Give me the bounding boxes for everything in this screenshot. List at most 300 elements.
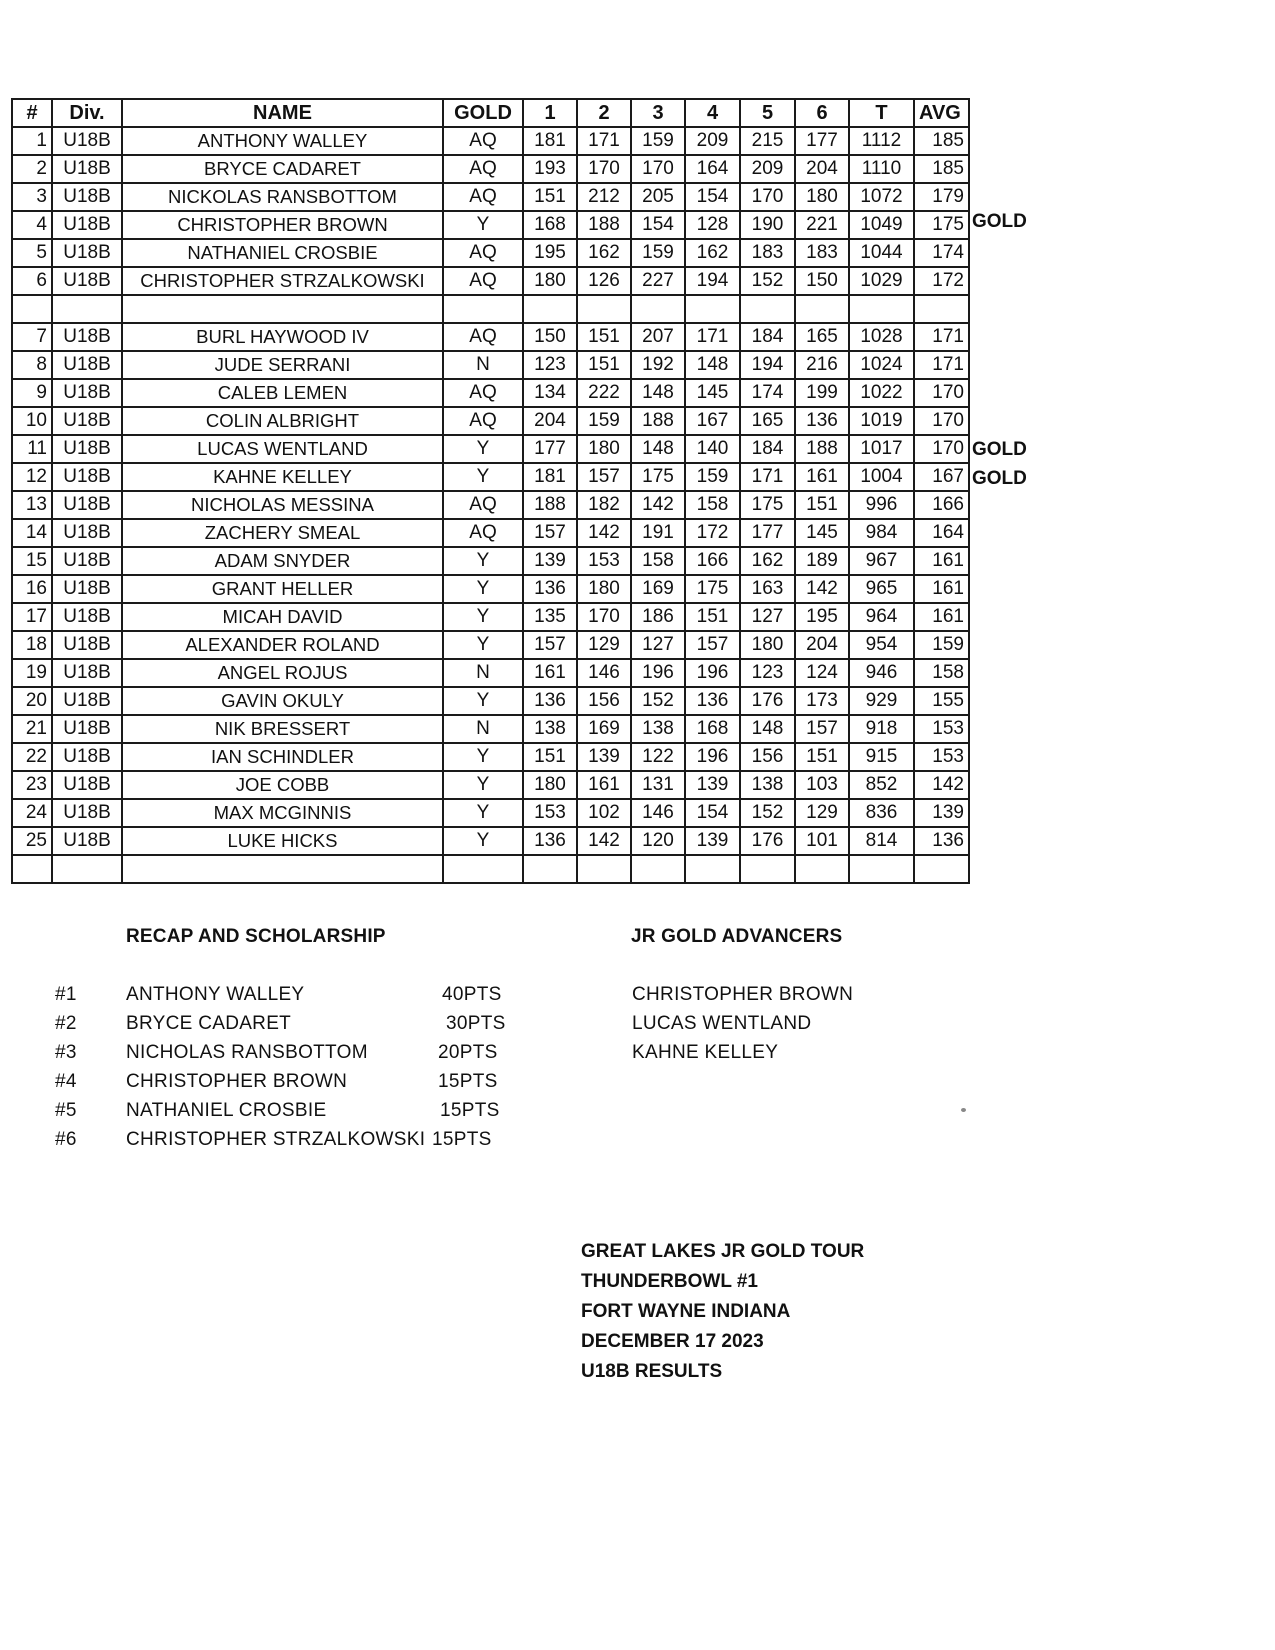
table-row	[12, 379, 969, 407]
division-cell: U18B	[52, 603, 122, 631]
rank-cell: 7	[12, 323, 52, 351]
division-cell: U18B	[52, 127, 122, 155]
bowler-name-cell: NIK BRESSERT	[122, 715, 443, 743]
division-cell: U18B	[52, 323, 122, 351]
bowler-name-cell	[122, 855, 443, 883]
recap-name: NICHOLAS RANSBOTTOM	[126, 1042, 368, 1063]
game-4-cell: 140	[685, 435, 740, 463]
game-2-cell: 142	[577, 827, 631, 855]
gold-status-cell: AQ	[443, 239, 523, 267]
game-3-cell: 188	[631, 407, 685, 435]
game-1-cell: 151	[523, 183, 577, 211]
game-2-cell: 180	[577, 435, 631, 463]
game-3-cell: 127	[631, 631, 685, 659]
rank-cell: 18	[12, 631, 52, 659]
bowler-name-cell: CHRISTOPHER BROWN	[122, 211, 443, 239]
table-row	[12, 211, 969, 239]
table-row	[12, 127, 969, 155]
total-cell: 915	[849, 743, 914, 771]
game-6-cell: 124	[795, 659, 849, 687]
rank-cell: 24	[12, 799, 52, 827]
division-cell: U18B	[52, 463, 122, 491]
game-5-cell: 163	[740, 575, 795, 603]
average-cell: 170	[914, 379, 969, 407]
game-1-cell: 138	[523, 715, 577, 743]
game-6-cell: 204	[795, 631, 849, 659]
division-cell	[52, 855, 122, 883]
game-3-cell: 159	[631, 127, 685, 155]
average-cell: 164	[914, 519, 969, 547]
game-6-cell: 165	[795, 323, 849, 351]
division-cell: U18B	[52, 827, 122, 855]
gold-status-cell: Y	[443, 687, 523, 715]
game-4-cell: 139	[685, 827, 740, 855]
event-date: DECEMBER 17 2023	[581, 1331, 764, 1352]
game-1-cell: 123	[523, 351, 577, 379]
game-6-cell: 221	[795, 211, 849, 239]
recap-place: #2	[55, 1013, 77, 1034]
game-3-cell: 205	[631, 183, 685, 211]
game-1-cell: 134	[523, 379, 577, 407]
game-3-cell: 131	[631, 771, 685, 799]
game-2-cell: 170	[577, 603, 631, 631]
division-cell	[52, 295, 122, 323]
game-5-cell: 215	[740, 127, 795, 155]
game-4-cell: 166	[685, 547, 740, 575]
average-cell: 174	[914, 239, 969, 267]
game-2-cell: 159	[577, 407, 631, 435]
rank-cell: 19	[12, 659, 52, 687]
game-4-cell: 196	[685, 659, 740, 687]
average-cell: 175	[914, 211, 969, 239]
rank-cell: 11	[12, 435, 52, 463]
game-2-cell	[577, 855, 631, 883]
game-2-cell: 212	[577, 183, 631, 211]
total-cell: 1019	[849, 407, 914, 435]
game-2-cell: 146	[577, 659, 631, 687]
rank-cell: 15	[12, 547, 52, 575]
header-row	[12, 99, 969, 127]
gold-advancer-flag: GOLD	[972, 439, 1027, 460]
rank-cell: 16	[12, 575, 52, 603]
game-4-cell: 172	[685, 519, 740, 547]
rank-cell: 20	[12, 687, 52, 715]
game-1-cell: 177	[523, 435, 577, 463]
game-5-cell: 194	[740, 351, 795, 379]
col-header-game-4: 4	[685, 99, 740, 127]
game-5-cell: 177	[740, 519, 795, 547]
game-1-cell: 204	[523, 407, 577, 435]
game-6-cell: 161	[795, 463, 849, 491]
game-1-cell: 136	[523, 687, 577, 715]
game-3-cell	[631, 855, 685, 883]
table-row	[12, 715, 969, 743]
game-6-cell: 204	[795, 155, 849, 183]
average-cell: 136	[914, 827, 969, 855]
gold-status-cell: AQ	[443, 407, 523, 435]
col-header-division: Div.	[52, 99, 122, 127]
game-1-cell: 180	[523, 267, 577, 295]
bowler-name-cell	[122, 295, 443, 323]
bowler-name-cell: COLIN ALBRIGHT	[122, 407, 443, 435]
gold-status-cell: Y	[443, 211, 523, 239]
game-1-cell: 188	[523, 491, 577, 519]
game-6-cell: 136	[795, 407, 849, 435]
game-1-cell: 153	[523, 799, 577, 827]
table-row	[12, 519, 969, 547]
average-cell: 139	[914, 799, 969, 827]
game-3-cell: 191	[631, 519, 685, 547]
table-row	[12, 743, 969, 771]
gold-status-cell: Y	[443, 827, 523, 855]
table-row	[12, 659, 969, 687]
table-row	[12, 575, 969, 603]
game-4-cell: 128	[685, 211, 740, 239]
game-6-cell: 183	[795, 239, 849, 267]
rank-cell: 2	[12, 155, 52, 183]
game-3-cell: 159	[631, 239, 685, 267]
game-6-cell: 173	[795, 687, 849, 715]
division-cell: U18B	[52, 715, 122, 743]
total-cell	[849, 295, 914, 323]
bowler-name-cell: KAHNE KELLEY	[122, 463, 443, 491]
game-3-cell: 152	[631, 687, 685, 715]
game-3-cell: 148	[631, 379, 685, 407]
total-cell: 954	[849, 631, 914, 659]
total-cell: 984	[849, 519, 914, 547]
game-4-cell: 194	[685, 267, 740, 295]
game-2-cell: 139	[577, 743, 631, 771]
game-2-cell: 162	[577, 239, 631, 267]
gold-status-cell: Y	[443, 603, 523, 631]
division-cell: U18B	[52, 407, 122, 435]
game-5-cell: 127	[740, 603, 795, 631]
game-4-cell: 168	[685, 715, 740, 743]
bowler-name-cell: NATHANIEL CROSBIE	[122, 239, 443, 267]
bowler-name-cell: LUKE HICKS	[122, 827, 443, 855]
bowler-name-cell: ZACHERY SMEAL	[122, 519, 443, 547]
gold-status-cell: AQ	[443, 127, 523, 155]
average-cell: 167	[914, 463, 969, 491]
game-1-cell	[523, 855, 577, 883]
game-3-cell: 158	[631, 547, 685, 575]
event-tour: GREAT LAKES JR GOLD TOUR	[581, 1241, 865, 1262]
division-cell: U18B	[52, 631, 122, 659]
gold-status-cell: Y	[443, 463, 523, 491]
game-3-cell: 186	[631, 603, 685, 631]
bowler-name-cell: MAX MCGINNIS	[122, 799, 443, 827]
table-row	[12, 631, 969, 659]
rank-cell: 17	[12, 603, 52, 631]
bowler-name-cell: GAVIN OKULY	[122, 687, 443, 715]
bowler-name-cell: JOE COBB	[122, 771, 443, 799]
recap-place: #6	[55, 1129, 77, 1150]
division-cell: U18B	[52, 771, 122, 799]
game-2-cell: 153	[577, 547, 631, 575]
average-cell: 166	[914, 491, 969, 519]
total-cell: 946	[849, 659, 914, 687]
game-4-cell: 171	[685, 323, 740, 351]
game-4-cell: 159	[685, 463, 740, 491]
game-4-cell: 148	[685, 351, 740, 379]
table-row	[12, 771, 969, 799]
total-cell: 1029	[849, 267, 914, 295]
recap-points: 15PTS	[432, 1129, 492, 1150]
total-cell: 1110	[849, 155, 914, 183]
total-cell: 967	[849, 547, 914, 575]
game-3-cell	[631, 295, 685, 323]
game-3-cell: 146	[631, 799, 685, 827]
game-1-cell: 181	[523, 127, 577, 155]
game-2-cell: 157	[577, 463, 631, 491]
total-cell: 852	[849, 771, 914, 799]
rank-cell	[12, 295, 52, 323]
recap-name: CHRISTOPHER STRZALKOWSKI	[126, 1129, 426, 1150]
game-5-cell: 156	[740, 743, 795, 771]
recap-name: CHRISTOPHER BROWN	[126, 1071, 348, 1092]
game-2-cell: 151	[577, 323, 631, 351]
game-6-cell: 216	[795, 351, 849, 379]
average-cell: 142	[914, 771, 969, 799]
table-row	[12, 463, 969, 491]
game-4-cell: 158	[685, 491, 740, 519]
game-2-cell	[577, 295, 631, 323]
division-cell: U18B	[52, 267, 122, 295]
game-2-cell: 142	[577, 519, 631, 547]
division-cell: U18B	[52, 547, 122, 575]
game-1-cell: 157	[523, 519, 577, 547]
results-table	[11, 98, 970, 884]
table-row	[12, 183, 969, 211]
col-header-average: AVG	[914, 99, 969, 127]
rank-cell: 5	[12, 239, 52, 267]
game-5-cell: 209	[740, 155, 795, 183]
game-1-cell: 157	[523, 631, 577, 659]
game-3-cell: 196	[631, 659, 685, 687]
rank-cell: 1	[12, 127, 52, 155]
game-6-cell: 129	[795, 799, 849, 827]
table-row	[12, 351, 969, 379]
average-cell: 161	[914, 575, 969, 603]
gold-status-cell: Y	[443, 631, 523, 659]
game-4-cell: 139	[685, 771, 740, 799]
table-row	[12, 407, 969, 435]
game-5-cell: 184	[740, 435, 795, 463]
gold-status-cell	[443, 855, 523, 883]
event-name: THUNDERBOWL #1	[581, 1271, 758, 1292]
bowler-name-cell: JUDE SERRANI	[122, 351, 443, 379]
game-3-cell: 169	[631, 575, 685, 603]
rank-cell: 9	[12, 379, 52, 407]
game-3-cell: 120	[631, 827, 685, 855]
average-cell: 171	[914, 323, 969, 351]
total-cell: 929	[849, 687, 914, 715]
total-cell: 1024	[849, 351, 914, 379]
recap-place: #4	[55, 1071, 77, 1092]
rank-cell: 12	[12, 463, 52, 491]
total-cell: 1044	[849, 239, 914, 267]
game-5-cell: 190	[740, 211, 795, 239]
game-2-cell: 126	[577, 267, 631, 295]
game-4-cell: 154	[685, 183, 740, 211]
total-cell: 1049	[849, 211, 914, 239]
recap-points: 30PTS	[446, 1013, 506, 1034]
game-1-cell: 181	[523, 463, 577, 491]
average-cell	[914, 295, 969, 323]
event-results-label: U18B RESULTS	[581, 1361, 723, 1382]
table-row	[12, 799, 969, 827]
game-2-cell: 171	[577, 127, 631, 155]
game-6-cell: 157	[795, 715, 849, 743]
game-5-cell: 123	[740, 659, 795, 687]
gold-status-cell: AQ	[443, 519, 523, 547]
game-2-cell: 222	[577, 379, 631, 407]
game-2-cell: 102	[577, 799, 631, 827]
game-6-cell	[795, 855, 849, 883]
recap-points: 20PTS	[438, 1042, 498, 1063]
game-6-cell: 180	[795, 183, 849, 211]
total-cell: 1112	[849, 127, 914, 155]
gold-status-cell: Y	[443, 435, 523, 463]
gold-status-cell: AQ	[443, 267, 523, 295]
col-header-game-2: 2	[577, 99, 631, 127]
table-row	[12, 491, 969, 519]
game-3-cell: 142	[631, 491, 685, 519]
total-cell: 1028	[849, 323, 914, 351]
game-4-cell: 167	[685, 407, 740, 435]
game-1-cell: 151	[523, 743, 577, 771]
division-cell: U18B	[52, 155, 122, 183]
col-header-game-5: 5	[740, 99, 795, 127]
col-header-name: NAME	[122, 99, 443, 127]
table-row	[12, 435, 969, 463]
rank-cell: 22	[12, 743, 52, 771]
division-cell: U18B	[52, 659, 122, 687]
rank-cell: 3	[12, 183, 52, 211]
gold-advancer-flag: GOLD	[972, 468, 1027, 489]
advancer-name: CHRISTOPHER BROWN	[632, 984, 854, 1005]
game-1-cell: 168	[523, 211, 577, 239]
game-5-cell	[740, 295, 795, 323]
game-2-cell: 161	[577, 771, 631, 799]
game-6-cell: 195	[795, 603, 849, 631]
game-6-cell: 101	[795, 827, 849, 855]
average-cell: 185	[914, 155, 969, 183]
recap-points: 40PTS	[442, 984, 502, 1005]
game-5-cell: 175	[740, 491, 795, 519]
game-5-cell: 162	[740, 547, 795, 575]
gold-status-cell: AQ	[443, 183, 523, 211]
bowler-name-cell: ALEXANDER ROLAND	[122, 631, 443, 659]
game-1-cell: 161	[523, 659, 577, 687]
rank-cell: 14	[12, 519, 52, 547]
recap-title: RECAP AND SCHOLARSHIP	[126, 926, 386, 947]
game-4-cell	[685, 295, 740, 323]
total-cell: 1022	[849, 379, 914, 407]
bowler-name-cell: CALEB LEMEN	[122, 379, 443, 407]
division-cell: U18B	[52, 743, 122, 771]
game-1-cell: 135	[523, 603, 577, 631]
game-4-cell: 175	[685, 575, 740, 603]
division-cell: U18B	[52, 435, 122, 463]
bowler-name-cell: MICAH DAVID	[122, 603, 443, 631]
game-4-cell: 196	[685, 743, 740, 771]
game-3-cell: 138	[631, 715, 685, 743]
game-1-cell: 180	[523, 771, 577, 799]
rank-cell	[12, 855, 52, 883]
game-6-cell: 151	[795, 491, 849, 519]
total-cell: 965	[849, 575, 914, 603]
rank-cell: 13	[12, 491, 52, 519]
gold-advancer-flag: GOLD	[972, 211, 1027, 232]
recap-name: NATHANIEL CROSBIE	[126, 1100, 327, 1121]
game-5-cell: 184	[740, 323, 795, 351]
total-cell: 836	[849, 799, 914, 827]
col-header-game-6: 6	[795, 99, 849, 127]
gold-status-cell: AQ	[443, 155, 523, 183]
game-6-cell: 151	[795, 743, 849, 771]
average-cell: 179	[914, 183, 969, 211]
event-location: FORT WAYNE INDIANA	[581, 1301, 791, 1322]
bowler-name-cell: NICKOLAS RANSBOTTOM	[122, 183, 443, 211]
recap-points: 15PTS	[440, 1100, 500, 1121]
bowler-name-cell: LUCAS WENTLAND	[122, 435, 443, 463]
scan-speck	[961, 1108, 966, 1112]
recap-points: 15PTS	[438, 1071, 498, 1092]
game-1-cell	[523, 295, 577, 323]
game-1-cell: 150	[523, 323, 577, 351]
rank-cell: 8	[12, 351, 52, 379]
game-3-cell: 175	[631, 463, 685, 491]
game-1-cell: 193	[523, 155, 577, 183]
gold-status-cell	[443, 295, 523, 323]
average-cell: 161	[914, 603, 969, 631]
gold-status-cell: N	[443, 715, 523, 743]
game-2-cell: 156	[577, 687, 631, 715]
game-1-cell: 136	[523, 827, 577, 855]
game-5-cell: 174	[740, 379, 795, 407]
game-3-cell: 154	[631, 211, 685, 239]
total-cell	[849, 855, 914, 883]
total-cell: 1072	[849, 183, 914, 211]
game-2-cell: 188	[577, 211, 631, 239]
col-header-game-1: 1	[523, 99, 577, 127]
gold-status-cell: Y	[443, 575, 523, 603]
gold-status-cell: AQ	[443, 491, 523, 519]
game-6-cell: 142	[795, 575, 849, 603]
game-4-cell	[685, 855, 740, 883]
bowler-name-cell: ANGEL ROJUS	[122, 659, 443, 687]
game-5-cell: 171	[740, 463, 795, 491]
gold-status-cell: AQ	[443, 379, 523, 407]
game-2-cell: 170	[577, 155, 631, 183]
table-row	[12, 155, 969, 183]
rank-cell: 6	[12, 267, 52, 295]
division-cell: U18B	[52, 379, 122, 407]
game-1-cell: 139	[523, 547, 577, 575]
average-cell	[914, 855, 969, 883]
col-header-gold: GOLD	[443, 99, 523, 127]
rank-cell: 25	[12, 827, 52, 855]
game-3-cell: 227	[631, 267, 685, 295]
game-5-cell: 152	[740, 799, 795, 827]
rank-cell: 10	[12, 407, 52, 435]
average-cell: 170	[914, 407, 969, 435]
table-row	[12, 323, 969, 351]
advancers-title: JR GOLD ADVANCERS	[631, 926, 843, 947]
bowler-name-cell: ADAM SNYDER	[122, 547, 443, 575]
gold-status-cell: Y	[443, 547, 523, 575]
